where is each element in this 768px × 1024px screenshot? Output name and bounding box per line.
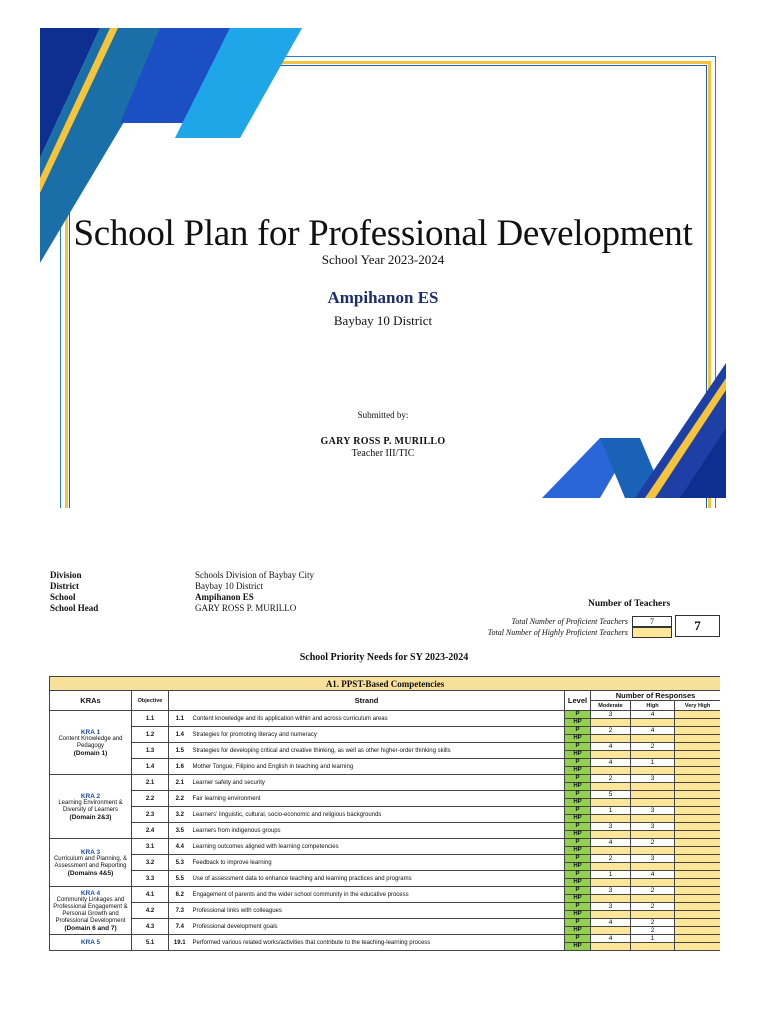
response-cell [631,847,675,855]
total-teachers: 7 [675,615,720,637]
response-cell [675,783,721,791]
objective-cell: 1.4 [132,759,169,775]
table-row [50,727,721,735]
level-p: P [565,839,591,847]
level-p: P [565,903,591,911]
strand-number: 7.4 [169,919,191,935]
response-cell [675,927,721,935]
strand-text: Feedback to improve learning [191,855,565,871]
response-cell [591,895,631,903]
response-cell [631,895,675,903]
response-cell [591,847,631,855]
info-label: Division [50,570,82,580]
level-p: P [565,743,591,751]
strand-text: Mother Tongue, Filipino and English in teaching and learning [191,759,565,775]
strand-text: Learners from indigenous groups [191,823,565,839]
response-cell [675,791,721,799]
level-hp: HP [565,767,591,775]
strand-text: Strategies for developing critical and creative thinking, as well as other higher-order thinking skills [191,743,565,759]
response-cell: 3 [591,823,631,831]
header-very-high: Very High [675,701,721,711]
response-cell [591,719,631,727]
strand-text: Use of assessment data to enhance teaching and learning practices and programs [191,871,565,887]
cover-submitted-label: Submitted by: [357,410,409,420]
response-cell [675,823,721,831]
response-cell [675,751,721,759]
response-cell: 4 [591,919,631,927]
header-kras: KRAs [50,691,132,711]
response-cell [675,919,721,927]
objective-cell: 2.2 [132,791,169,807]
strand-text: Learners' linguistic, cultural, socio-economic and religious backgrounds [191,807,565,823]
strand-number: 6.2 [169,887,191,903]
level-p: P [565,935,591,943]
table-row [50,823,721,831]
strand-text: Learner safety and security [191,775,565,791]
competency-table [49,676,720,951]
response-cell [675,895,721,903]
header-strand: Strand [169,691,565,711]
level-p: P [565,855,591,863]
highly-proficient-teachers-label: Total Number of Highly Proficient Teachers [487,628,628,637]
strand-text: Strategies for promoting literacy and numeracy [191,727,565,743]
response-cell [591,911,631,919]
response-cell [675,943,721,951]
info-value: Schools Division of Baybay City [195,570,314,580]
table-row [50,855,721,863]
level-hp: HP [565,911,591,919]
response-cell: 4 [591,839,631,847]
response-cell [631,751,675,759]
response-cell: 2 [591,775,631,783]
response-cell: 3 [591,711,631,719]
level-p: P [565,823,591,831]
strand-text: Professional links with colleagues [191,903,565,919]
table-row [50,775,721,783]
level-p: P [565,759,591,767]
table-row [50,871,721,879]
priority-needs-title: School Priority Needs for SY 2023-2024 [299,652,469,663]
response-cell [591,767,631,775]
response-cell [591,831,631,839]
level-hp: HP [565,879,591,887]
strand-number: 1.5 [169,743,191,759]
level-hp: HP [565,799,591,807]
strand-number: 5.5 [169,871,191,887]
response-cell [675,767,721,775]
table-column-header [50,691,721,701]
table-row [50,807,721,815]
objective-cell: 3.3 [132,871,169,887]
level-hp: HP [565,831,591,839]
objective-cell: 4.3 [132,919,169,935]
response-cell: 3 [631,823,675,831]
response-cell: 1 [631,935,675,943]
strand-number: 2.1 [169,775,191,791]
cover-page [40,28,726,508]
table-row [50,743,721,751]
level-hp: HP [565,943,591,951]
table-row [50,919,721,927]
response-cell: 1 [631,759,675,767]
competency-table-wrapper [49,676,720,1024]
response-cell [591,815,631,823]
response-cell [675,719,721,727]
response-cell [631,863,675,871]
kra-name: KRA 3 [80,848,101,856]
level-hp: HP [565,719,591,727]
level-hp: HP [565,895,591,903]
response-cell [631,735,675,743]
kra-domain: (Domain 1) [73,749,108,757]
response-cell [675,759,721,767]
strand-number: 1.1 [169,711,191,727]
response-cell [631,815,675,823]
response-cell: 2 [591,855,631,863]
cover-school-name: Ampihanon ES [327,288,439,307]
response-cell [675,935,721,943]
response-cell [675,911,721,919]
response-cell [631,879,675,887]
response-cell: 2 [631,743,675,751]
level-hp: HP [565,735,591,743]
kra-description: Learning Environment & Diversity of Learners [58,799,123,813]
response-cell [675,799,721,807]
info-label: School Head [50,603,99,613]
response-cell [675,887,721,895]
kra-description: Curriculum and Planning, & Assessment and Reporting [53,855,128,869]
objective-cell: 3.2 [132,855,169,871]
response-cell [675,727,721,735]
proficient-teachers-value: 7 [632,616,672,627]
strand-text: Content knowledge and its application within and across curriculum areas [191,711,565,727]
response-cell [675,711,721,719]
response-cell: 3 [631,775,675,783]
response-cell [675,839,721,847]
strand-number: 1.6 [169,759,191,775]
objective-cell: 4.1 [132,887,169,903]
kra-cell [50,839,132,887]
response-cell [591,799,631,807]
strand-number: 19.1 [169,935,191,951]
strand-number: 1.4 [169,727,191,743]
kra-name: KRA 2 [80,792,101,800]
level-hp: HP [565,863,591,871]
kra-description: Community Linkages and Professional Engagement & Personal Growth and Professional Development [53,896,128,924]
header-level: Level [565,691,591,711]
response-cell [675,879,721,887]
response-cell [591,927,631,935]
level-p: P [565,727,591,735]
kra-domain: (Domain 6 and 7) [64,924,117,932]
response-cell [675,743,721,751]
response-cell: 5 [591,791,631,799]
level-hp: HP [565,751,591,759]
response-cell: 4 [591,759,631,767]
table-row [50,759,721,767]
response-cell: 2 [591,727,631,735]
kra-name: KRA 1 [80,728,101,736]
level-p: P [565,791,591,799]
response-cell [631,831,675,839]
response-cell [631,911,675,919]
response-cell [631,783,675,791]
response-cell [675,815,721,823]
response-cell [631,767,675,775]
response-cell [675,775,721,783]
objective-cell: 2.4 [132,823,169,839]
level-p: P [565,807,591,815]
response-cell: 2 [631,839,675,847]
objective-cell: 1.2 [132,727,169,743]
strand-text: Engagement of parents and the wider school community in the educative process [191,887,565,903]
strand-number: 2.2 [169,791,191,807]
strand-number: 3.5 [169,823,191,839]
kra-domain: (Domains 4&5) [67,869,114,877]
number-of-teachers-title: Number of Teachers [588,599,671,609]
section-title: A1. PPST-Based Competencies [50,677,721,691]
response-cell: 4 [631,871,675,879]
highly-proficient-teachers-value [632,627,672,638]
response-cell [675,863,721,871]
strand-text: Fair learning environment [191,791,565,807]
response-cell: 1 [591,807,631,815]
cover-submitter-name: GARY ROSS P. MURILLO [320,436,446,447]
table-row [50,887,721,895]
table-row [50,839,721,847]
response-cell [591,879,631,887]
level-p: P [565,919,591,927]
level-hp: HP [565,927,591,935]
level-p: P [565,711,591,719]
response-cell [631,719,675,727]
header-high: High [631,701,675,711]
strand-number: 7.3 [169,903,191,919]
info-value: Ampihanon ES [195,592,254,602]
level-hp: HP [565,783,591,791]
response-cell: 4 [591,743,631,751]
strand-text: Performed various related works/activities that contribute to the teaching-learning process [191,935,565,951]
kra-cell [50,775,132,839]
response-cell: 4 [591,935,631,943]
level-p: P [565,871,591,879]
header-moderate: Moderate [591,701,631,711]
cover-submitter-position: Teacher III/TIC [351,448,415,459]
strand-number: 3.2 [169,807,191,823]
response-cell: 3 [591,887,631,895]
info-value: Baybay 10 District [195,581,263,591]
response-cell [675,903,721,911]
response-cell: 4 [631,711,675,719]
response-cell [675,871,721,879]
header-responses: Number of Responses [591,691,721,701]
response-cell: 2 [631,919,675,927]
response-cell: 3 [591,903,631,911]
response-cell [675,807,721,815]
response-cell [675,855,721,863]
response-cell: 4 [631,727,675,735]
objective-cell: 1.3 [132,743,169,759]
response-cell [631,791,675,799]
objective-cell: 4.2 [132,903,169,919]
kra-name: KRA 5 [80,939,101,946]
response-cell [591,735,631,743]
response-cell: 2 [631,927,675,935]
level-p: P [565,775,591,783]
kra-cell [50,711,132,775]
info-label: School [50,592,76,602]
response-cell: 1 [591,871,631,879]
response-cell [631,799,675,807]
response-cell [591,943,631,951]
table-section-header [50,677,721,691]
objective-cell: 3.1 [132,839,169,855]
table-row [50,903,721,911]
objective-cell: 5.1 [132,935,169,951]
response-cell [591,863,631,871]
response-cell: 2 [631,903,675,911]
response-cell [591,751,631,759]
response-cell: 3 [631,807,675,815]
kra-cell [50,935,132,951]
response-cell [675,831,721,839]
objective-cell: 2.1 [132,775,169,791]
cover-title: School Plan for Professional Development [73,213,693,254]
header-objective: Objective [132,691,169,711]
cover-district: Baybay 10 District [333,313,433,328]
cover-school-year: School Year 2023-2024 [321,252,445,267]
response-cell [631,943,675,951]
info-label: District [50,581,79,591]
objective-cell: 2.3 [132,807,169,823]
strand-text: Learning outcomes aligned with learning competencies [191,839,565,855]
response-cell: 2 [631,887,675,895]
proficient-teachers-label: Total Number of Proficient Teachers [511,617,628,626]
table-row [50,791,721,799]
objective-cell: 1.1 [132,711,169,727]
kra-description: Content Knowledge and Pedagogy [58,735,123,749]
kra-domain: (Domain 2&3) [69,813,112,821]
kra-cell [50,887,132,935]
strand-text: Professional development goals [191,919,565,935]
level-hp: HP [565,847,591,855]
response-cell [675,847,721,855]
kra-name: KRA 4 [80,889,101,897]
table-row [50,711,721,719]
info-value: GARY ROSS P. MURILLO [195,603,297,613]
response-cell [675,735,721,743]
table-row [50,935,721,943]
strand-number: 5.3 [169,855,191,871]
strand-number: 4.4 [169,839,191,855]
level-p: P [565,887,591,895]
response-cell: 3 [631,855,675,863]
level-hp: HP [565,815,591,823]
response-cell [591,783,631,791]
